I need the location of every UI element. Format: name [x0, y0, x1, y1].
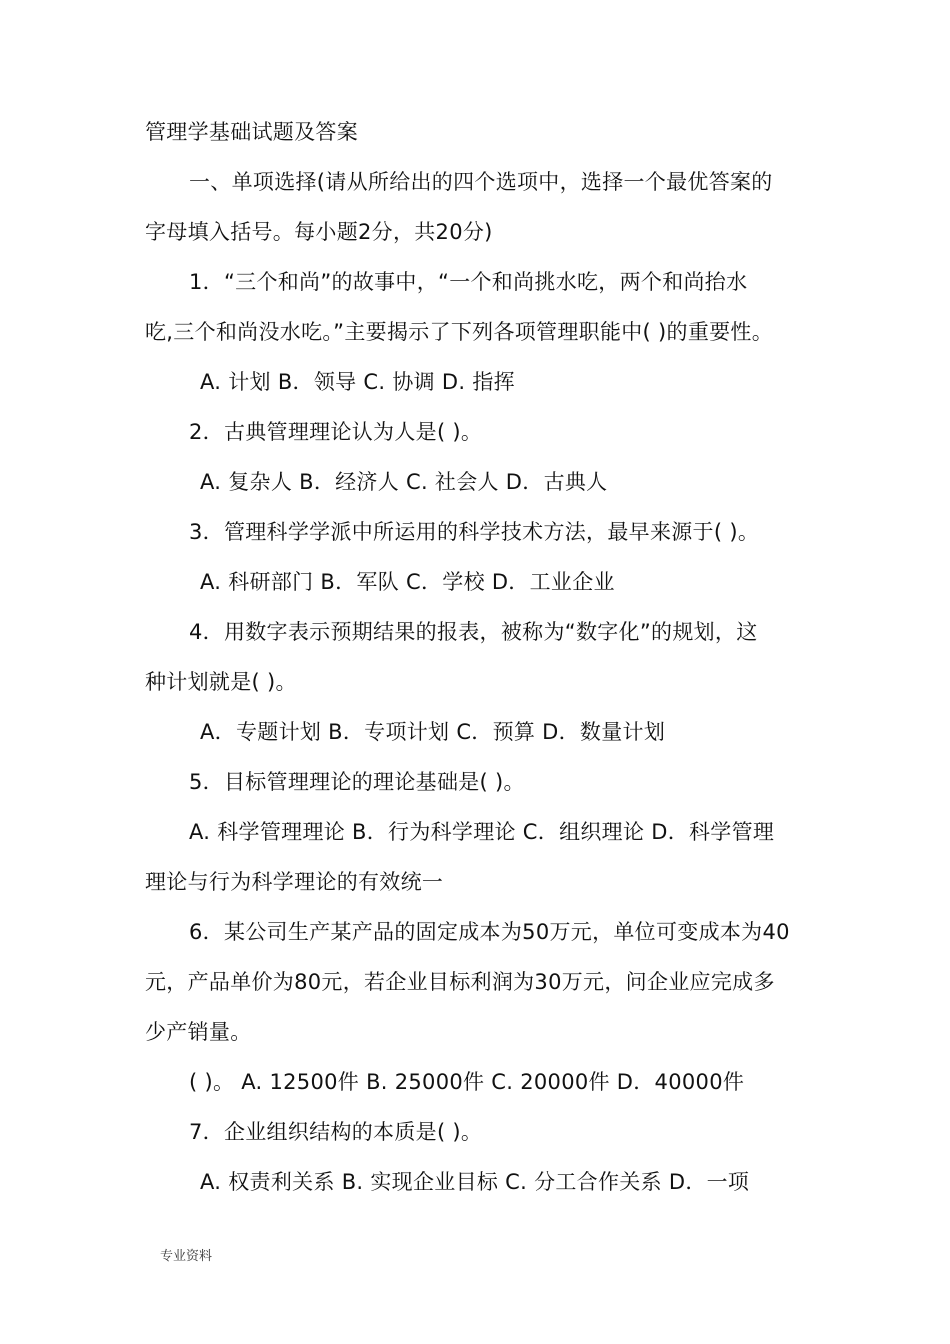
- question-5-options-line-2: 理论与行为科学理论的有效统一: [145, 870, 444, 894]
- question-4-line-2: 种计划就是( )。: [145, 670, 297, 694]
- question-1-line-2: 吃,三个和尚没水吃。”主要揭示了下列各项管理职能中( )的重要性。: [145, 320, 774, 344]
- question-3: 3．管理科学学派中所运用的科学技术方法，最早来源于( )。: [189, 520, 760, 544]
- footer-label: 专业资料: [160, 1249, 213, 1264]
- question-6-options: ( )。 A. 12500件 B. 25000件 C. 20000件 D．40000件: [189, 1070, 745, 1094]
- question-1-line-1: 1．“三个和尚”的故事中，“一个和尚挑水吃，两个和尚抬水: [189, 270, 748, 294]
- question-7: 7．企业组织结构的本质是( )。: [189, 1120, 483, 1144]
- question-4-options: A．专题计划 B．专项计划 C．预算 D．数量计划: [200, 720, 666, 744]
- question-1-options: A. 计划 B．领导 C. 协调 D. 指挥: [200, 370, 515, 394]
- section-heading-line-1: 一、单项选择(请从所给出的四个选项中，选择一个最优答案的: [189, 170, 773, 194]
- question-3-options: A. 科研部门 B．军队 C．学校 D．工业企业: [200, 570, 615, 594]
- question-2: 2．古典管理理论认为人是( )。: [189, 420, 483, 444]
- question-5: 5．目标管理理论的理论基础是( )。: [189, 770, 525, 794]
- question-6-line-3: 少产销量。: [145, 1020, 252, 1044]
- question-5-options-line-1: A. 科学管理理论 B．行为科学理论 C．组织理论 D．科学管理: [189, 820, 775, 844]
- question-6-line-1: 6．某公司生产某产品的固定成本为50万元，单位可变成本为40: [189, 920, 790, 944]
- page-title: 管理学基础试题及答案: [145, 120, 358, 144]
- section-heading-line-2: 字母填入括号。每小题2分，共20分): [145, 220, 493, 244]
- question-4-line-1: 4．用数字表示预期结果的报表，被称为“数字化”的规划，这: [189, 620, 758, 644]
- question-6-line-2: 元，产品单价为80元，若企业目标利润为30万元，问企业应完成多: [145, 970, 775, 994]
- question-2-options: A. 复杂人 B．经济人 C. 社会人 D．古典人: [200, 470, 608, 494]
- question-7-options: A. 权责利关系 B. 实现企业目标 C. 分工合作关系 D．一项: [200, 1170, 750, 1194]
